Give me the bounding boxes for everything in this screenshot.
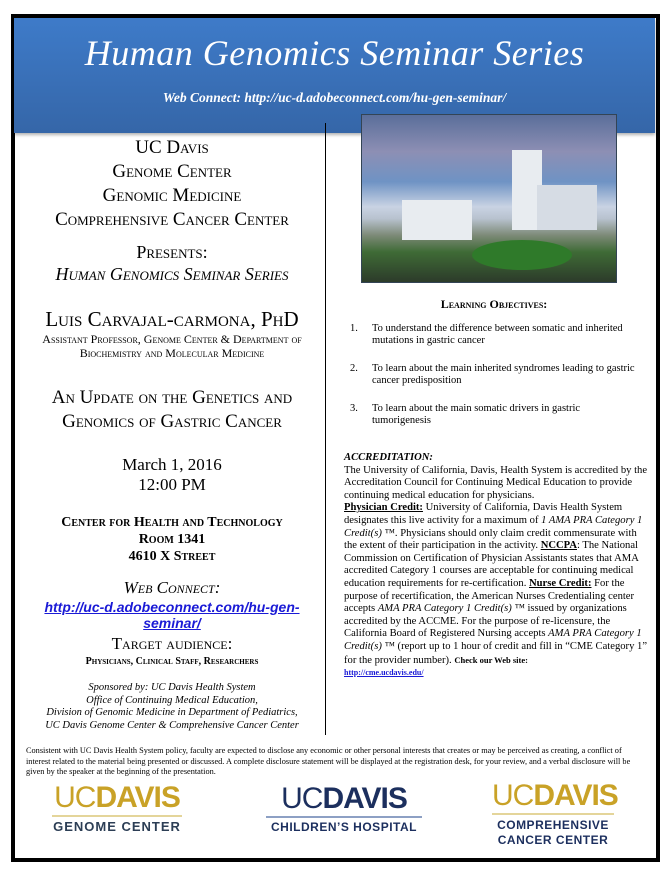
objective-text: To understand the difference between somatic and inherited mutations in gastric cancer <box>372 323 623 346</box>
logo-text: UC <box>281 782 323 815</box>
sponsor-line: Sponsored by: UC Davis Health System <box>88 682 256 693</box>
logo-text: UC <box>492 779 534 812</box>
presents: Presents: <box>136 242 208 262</box>
sponsor-line: Office of Continuing Medical Education, <box>86 694 258 706</box>
org-line: Genome Center <box>112 161 232 182</box>
objective-item <box>350 363 640 387</box>
logo-text: GENOME CENTER <box>53 819 181 834</box>
event-datetime <box>22 455 322 495</box>
cancer-center-logo <box>492 779 618 848</box>
objective-number: 1. <box>350 323 358 334</box>
genome-center-logo <box>52 783 182 834</box>
event-date: March 1, 2016 <box>122 455 222 474</box>
accreditation-text: . Physicians should only claim credit commensurate with the extent of their participation in the activity. <box>344 527 637 552</box>
event-time: 12:00 PM <box>138 475 206 494</box>
accreditation-text: issued by organizations accredited by the ACCME. For the purpose of re-licensure, the California Board of Registered Nursing accepts <box>344 603 627 640</box>
sponsor-line: UC Davis Genome Center & Comprehensive Cancer Center <box>45 719 299 731</box>
cme-website-link[interactable]: http://cme.ucdavis.edu/ <box>344 668 424 678</box>
accreditation-text: 1 AMA PRA Category 1 Credit(s) ™ <box>344 514 643 539</box>
accreditation-text: AMA PRA Category 1 Credit(s) ™ <box>344 628 642 652</box>
accreditation-text: The University of California, Davis, Health System is accredited by the Accreditation Council for Continuing Medical Education to provide continuing medical education for physicians. <box>344 464 648 501</box>
logo-text: DAVIS <box>95 781 180 814</box>
location-line: Center for Health and Technology <box>61 515 283 530</box>
location-line: 4610 X Street <box>128 549 216 564</box>
accreditation-text: AMA PRA Category 1 Credit(s) ™ <box>377 603 525 615</box>
accreditation-heading: ACCREDITATION: <box>344 452 433 463</box>
objective-text: To learn about the main inherited syndromes leading to gastric cancer predisposition <box>372 363 635 386</box>
physician-credit-label: Physician Credit: <box>344 502 423 514</box>
location-line: Room 1341 <box>138 532 206 547</box>
accreditation-text: For the purpose of recertification, the American Nurses Credentialing center accepts <box>344 577 635 615</box>
web-connect-url[interactable]: http://uc-d.adobeconnect.com/hu-gen-seminar/ <box>244 90 507 105</box>
organizations <box>22 136 322 232</box>
accreditation-text: : The National Commission on Certification of Physician Assistants states that AMA accredited Category 1 courses are acceptable for continuing medical education requirements for re-certification. <box>344 540 639 589</box>
series-name: Human Genomics Seminar Series <box>55 264 289 284</box>
childrens-hospital-logo <box>266 784 422 835</box>
location <box>22 514 322 565</box>
logo-text: CHILDREN’S HOSPITAL <box>271 820 417 834</box>
objectives-list <box>350 323 640 443</box>
objectives-heading: Learning Objectives: <box>440 297 548 311</box>
accreditation-text: (report up to 1 hour of credit and fill in “CME Category 1” for the provider number). <box>344 640 648 666</box>
medical-center-photo <box>361 114 617 283</box>
logo-text: UC <box>54 781 96 814</box>
disclosure-statement: Consistent with UC Davis Health System policy, faculty are expected to disclose any economic or other personal interests that creates or may be perceived as creating, a conflict of interest related to the material being presented or discussed. A complete disclosure statement will be displayed at the registration desk, for your review, and a verbal disclosure will be given by the speaker at the beginning of the presentation. <box>26 746 631 776</box>
logo-text: DAVIS <box>322 782 407 815</box>
audience-heading: Target audience: <box>111 634 233 653</box>
talk-title: An Update on the Genetics and Genomics of Gastric Cancer <box>51 387 293 432</box>
org-line: UC Davis <box>135 137 209 158</box>
accreditation-text: University of California, Davis Health System designates this live activity for a maximum of <box>344 502 623 526</box>
web-connect-label: Web Connect: <box>162 90 241 105</box>
org-line: Comprehensive Cancer Center <box>55 209 289 230</box>
speaker-title: Assistant Professor, Genome Center & Department of Biochemistry and Molecular Medicine <box>42 332 302 360</box>
sponsor-line: Division of Genomic Medicine in Department of Pediatrics, <box>46 707 298 718</box>
speaker-name: Luis Carvajal-carmona, PhD <box>45 307 299 331</box>
objective-text: To learn about the main somatic drivers in gastric tumorigenesis <box>372 403 581 426</box>
column-divider <box>325 123 326 735</box>
sponsors <box>22 682 322 732</box>
logo-text: CANCER CENTER <box>497 833 609 847</box>
nurse-credit-label: Nurse Credit: <box>529 577 592 589</box>
org-line: Genomic Medicine <box>102 185 242 206</box>
logo-text: COMPREHENSIVE <box>497 818 609 832</box>
audience: Physicians, Clinical Staff, Researchers <box>85 656 259 667</box>
web-connect-link[interactable]: http://uc-d.adobeconnect.com/hu-gen-seminar/ <box>44 599 300 631</box>
check-website-label: Check our Web site: <box>454 654 528 665</box>
objective-number: 2. <box>350 363 358 374</box>
objective-item <box>350 323 640 347</box>
accreditation <box>344 452 649 680</box>
page-title: Human Genomics Seminar Series <box>84 33 585 73</box>
nccpa-label: NCCPA <box>540 540 577 552</box>
logo-text: DAVIS <box>533 779 618 812</box>
objective-item <box>350 403 640 427</box>
objective-number: 3. <box>350 403 358 414</box>
header-web-connect <box>14 90 655 106</box>
web-connect-heading: Web Connect: <box>123 578 221 597</box>
